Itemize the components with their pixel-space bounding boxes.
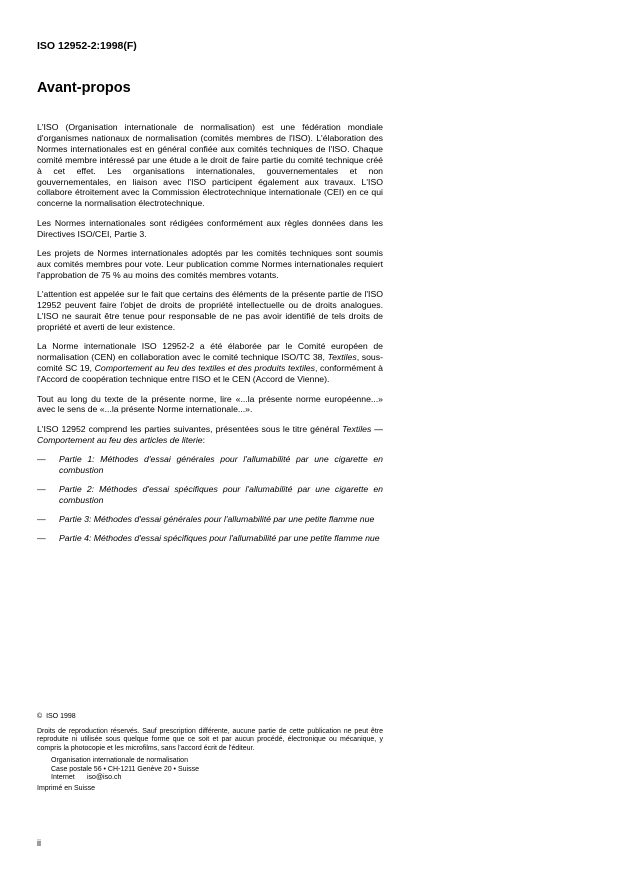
page-number: ii bbox=[37, 838, 41, 848]
foreword-body bbox=[37, 122, 383, 552]
list-item bbox=[37, 484, 383, 506]
list-item-text: Partie 4: Méthodes d'essai spécifiques pour l'allumabilité par une petite flamme nue bbox=[59, 532, 380, 543]
paragraph-patent-rights: L'attention est appelée sur le fait que certains des éléments de la présente partie de l'ISO 12952 peuvent faire l'objet de droits de propriété intellectuelle ou de droits analogues. L'ISO ne saurait être tenue pour responsable de ne pas avoir identifié de tels droits de propriété et averti de leur existence. bbox=[37, 289, 383, 332]
parts-intro-colon: : bbox=[202, 434, 206, 445]
list-item bbox=[37, 514, 383, 525]
list-item bbox=[37, 454, 383, 476]
list-item-text: Partie 2: Méthodes d'essai spécifiques pour l'allumabilité par une cigarette en combustion bbox=[59, 483, 383, 505]
organization-name: Organisation internationale de normalisation bbox=[51, 756, 188, 764]
parts-intro-text: L'ISO 12952 comprend les parties suivantes, présentées sous le titre général bbox=[37, 423, 340, 434]
dash-bullet: — bbox=[37, 532, 46, 543]
parts-list bbox=[37, 454, 383, 543]
paragraph-directives: Les Normes internationales sont rédigées conformément aux règles données dans les Directives ISO/CEI, Partie 3. bbox=[37, 217, 383, 239]
internet-line bbox=[37, 774, 383, 783]
printed-in: Imprimé en Suisse bbox=[37, 784, 95, 792]
preparation-text-2: , sous-comité SC 19, bbox=[37, 352, 384, 374]
internet-label: Internet bbox=[51, 774, 75, 782]
rights-statement: Droits de reproduction réservés. Sauf prescription différente, aucune partie de cette publication ne peut être reproduite ni utilisée sous quelque forme que ce soit et par aucun procédé, électronique ou mécanique, y compris la photocopie et les microfilms, sans l'accord écrit de l'éditeur. bbox=[37, 727, 383, 753]
committee-name: Textiles bbox=[327, 352, 357, 363]
copyright-block bbox=[37, 713, 383, 794]
preparation-text-3: , conformément à l'Accord de coopération technique entre l'ISO et le CEN (Accord de Vienne). bbox=[37, 363, 383, 385]
list-item-text: Partie 1: Méthodes d'essai générales pour l'allumabilité par une cigarette en combustion bbox=[59, 454, 383, 476]
copyright-symbol: © bbox=[37, 713, 43, 720]
subcommittee-name: Comportement au feu des textiles et des produits textiles bbox=[94, 363, 315, 374]
page-title: Avant-propos bbox=[37, 80, 131, 96]
preparation-text-1: La Norme internationale ISO 12952-2 a été élaborée par le Comité européen de normalisation (CEN) en collaboration avec le comité technique ISO/TC 38, bbox=[37, 341, 383, 363]
paragraph-iso-intro: L'ISO (Organisation internationale de normalisation) est une fédération mondiale d'organismes nationaux de normalisation (comités membres de l'ISO). L'élaboration des Normes internationales est en général confiée aux comités techniques de l'ISO. Chaque comité membre intéressé par une étude a le droit de faire partie du comité technique créé à cet effet. Les organisations internationales, gouvernementales et non gouvernementales, en liaison avec l'ISO participent également aux travaux. L'ISO collabore étroitement avec la Commission électrotechnique internationale (CEI) en ce qui concerne la normalisation électrotechnique. bbox=[37, 122, 383, 209]
postal-address: Case postale 56 • CH-1211 Genève 20 • Suisse bbox=[51, 765, 199, 773]
dash-bullet: — bbox=[37, 454, 46, 465]
paragraph-draft-standards: Les projets de Normes internationales adoptés par les comités techniques sont soumis aux comités membres pour vote. Leur publication comme Normes internationales requiert l'approbation de 75 % au moins des comités membres votants. bbox=[37, 248, 383, 280]
paragraph-preparation bbox=[37, 341, 383, 385]
list-item-text: Partie 3: Méthodes d'essai générales pour l'allumabilité par une petite flamme nue bbox=[59, 513, 375, 524]
document-identifier: ISO 12952-2:1998(F) bbox=[37, 40, 137, 52]
general-title: Textiles — Comportement au feu des articles de literie bbox=[37, 423, 383, 445]
paragraph-reading-note: Tout au long du texte de la présente norme, lire «...la présente norme européenne...» avec le sens de «...la présente Norme internationale...». bbox=[37, 393, 383, 415]
dash-bullet: — bbox=[37, 483, 46, 494]
email-link[interactable]: iso@iso.ch bbox=[87, 774, 122, 782]
paragraph-parts-intro bbox=[37, 424, 383, 446]
list-item bbox=[37, 533, 383, 544]
dash-bullet: — bbox=[37, 513, 46, 524]
copyright-text: ISO 1998 bbox=[46, 713, 76, 720]
copyright-line bbox=[37, 713, 383, 722]
